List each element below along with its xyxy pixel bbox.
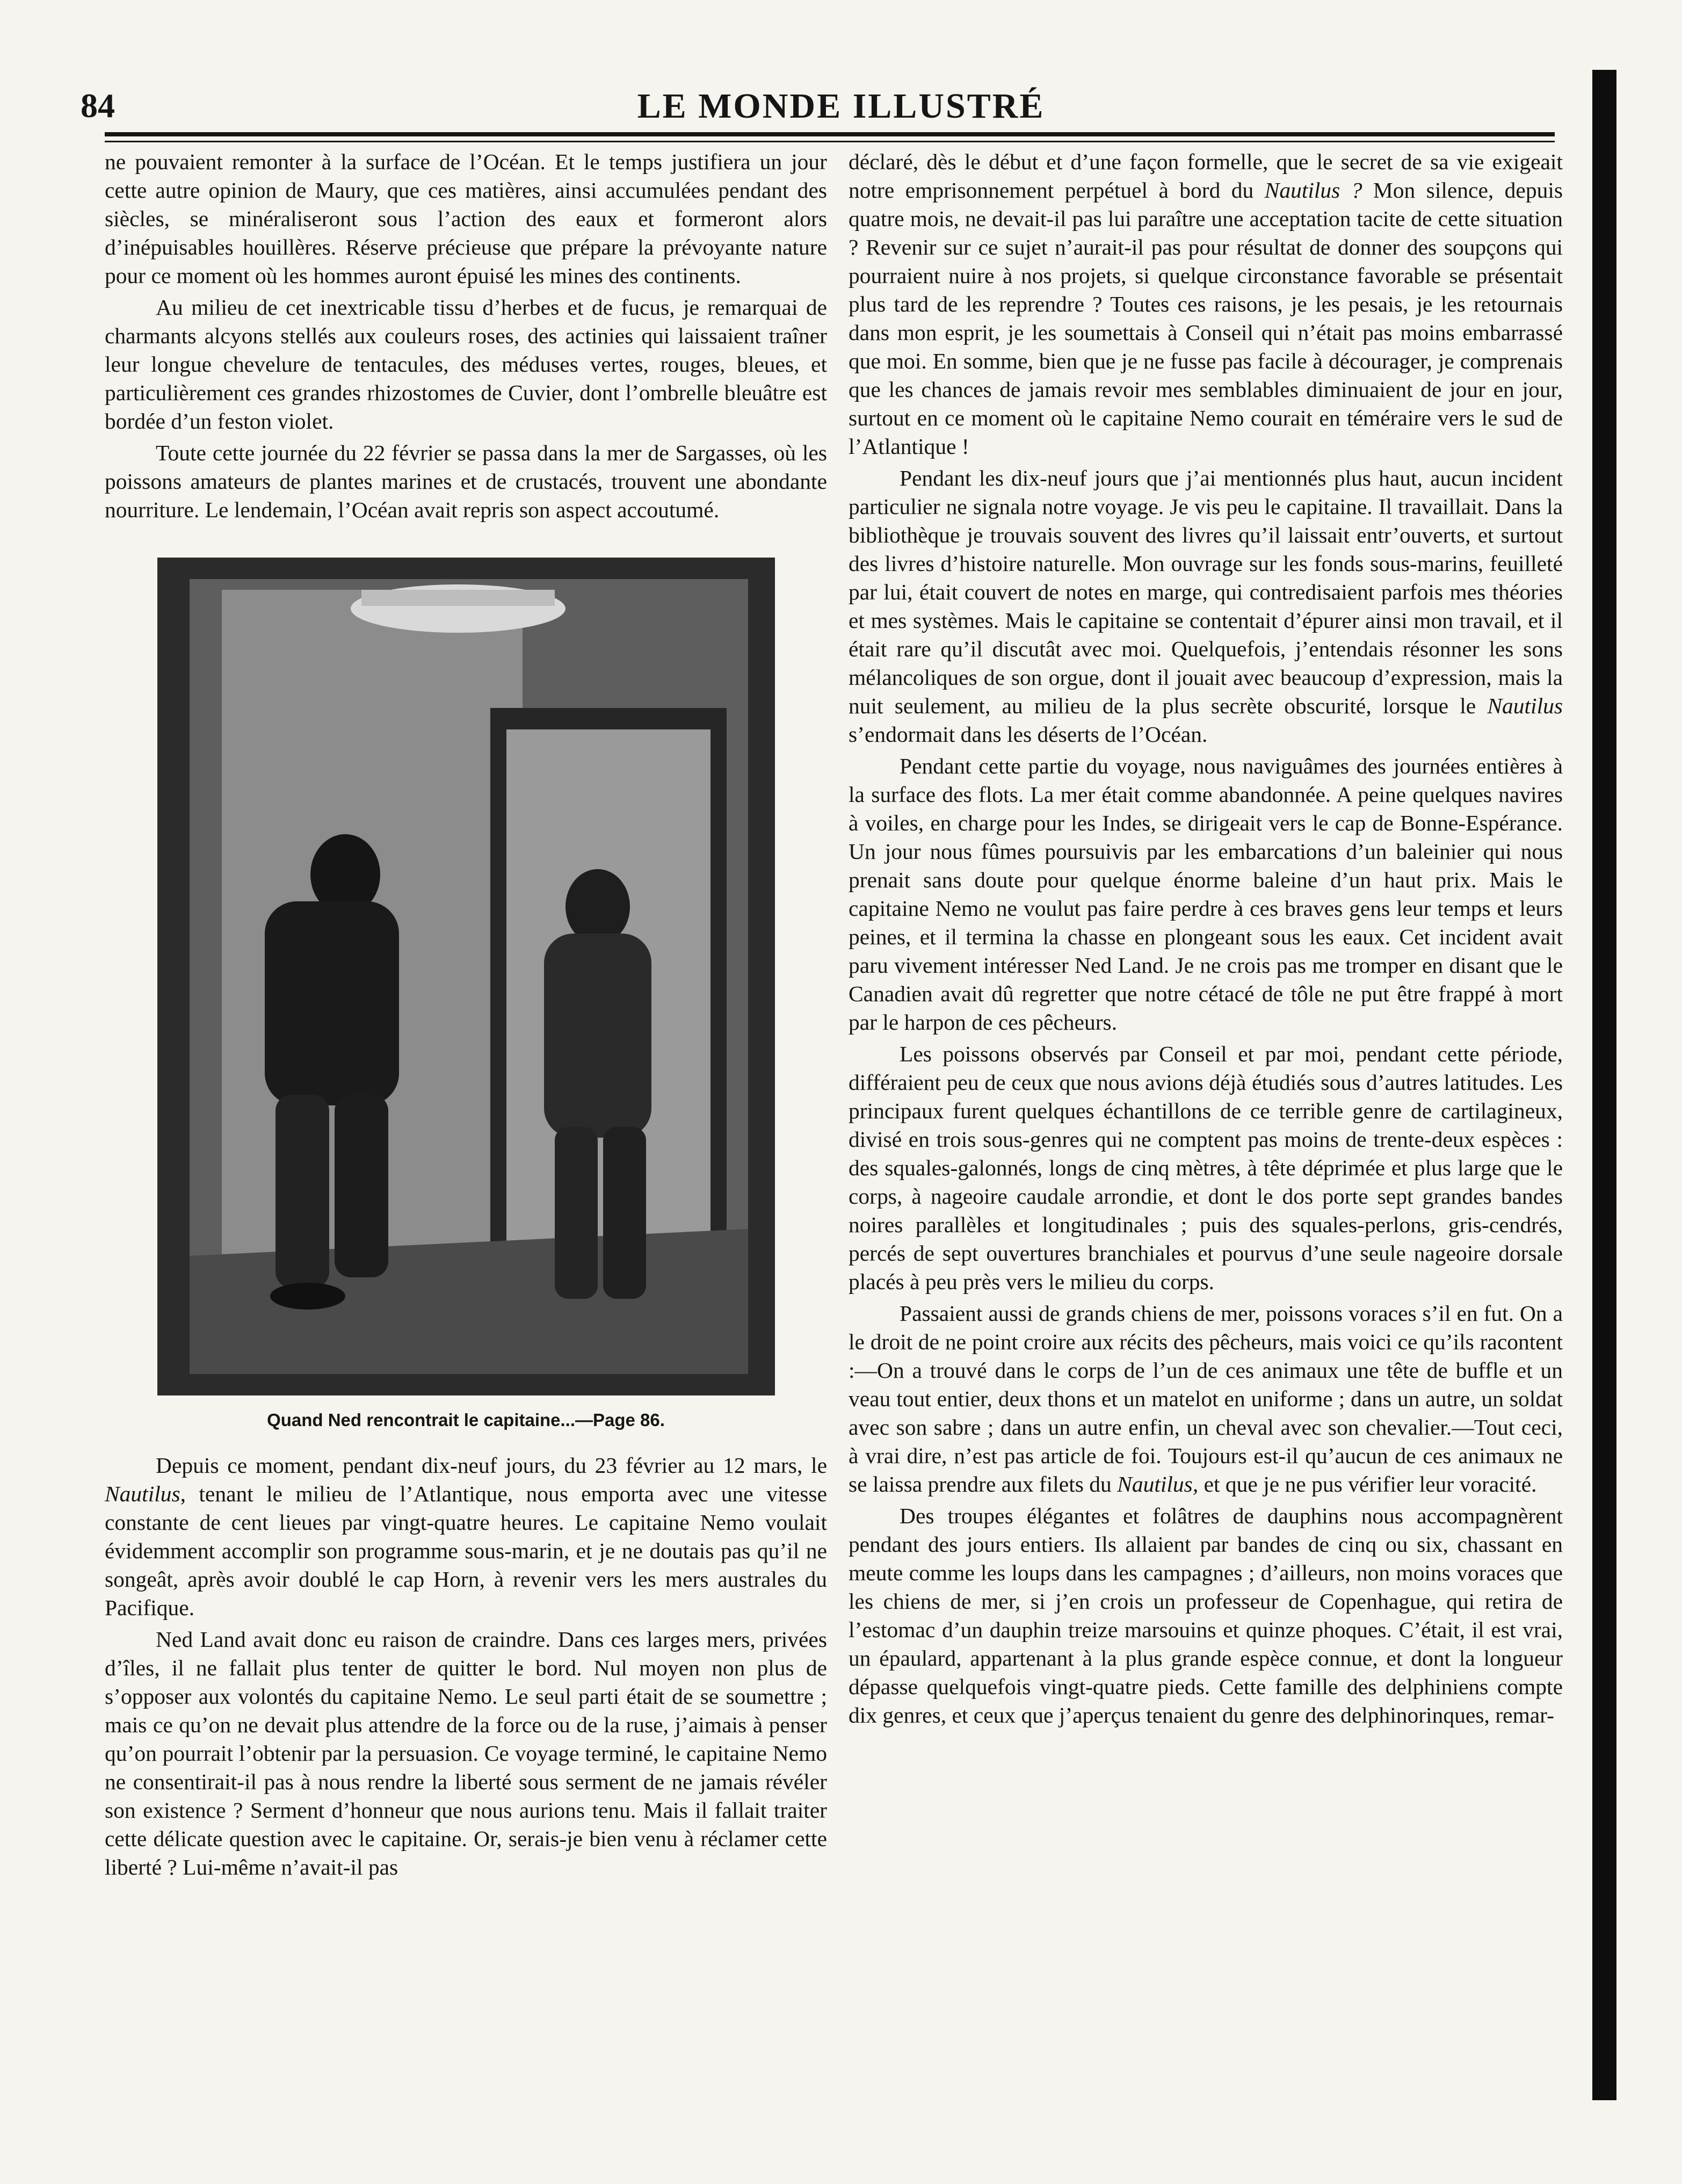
left-paragraph-5: Ned Land avait donc eu raison de craindre. Dans ces larges mers, privées d’îles, il ne fallait plus tenter de quitter le bord. Nul moyen non plus de s’opposer aux volontés du capitaine Nemo. Le seul parti était de se soumettre ; mais ce qu’on ne devait plus attendre de la force ou de la ruse, j’aimais à penser qu’on pourrait l’obtenir par la persuasion. Ce voyage terminé, le capitaine Nemo ne consentirait-il pas à nous rendre la liberté sous serment de ne jamais révéler son existence ? Serment d’honneur que nous aurions tenu. Mais il fallait traiter cette délicate question avec le capitaine. Or, serais-je bien venu à réclamer cette liberté ? Lui-même n’avait-il pas [105,1627,827,1879]
right-paragraph-2: Pendant les dix-neuf jours que j’ai mentionnés plus haut, aucun incident particulier ne signala notre voyage. Je vis peu le capitaine. Il travaillait. Dans la bibliothèque je trouvais souvent des livres qu’il laissait entr’ouverts, et surtout des livres d’histoire naturelle. Mon ouvrage sur les fonds sous-marins, feuilleté par lui, était couvert de notes en marge, qui contredisaient parfois mes théories et mes systèmes. Mais le capitaine se contentait d’épurer ainsi mon travail, et il était rare qu’il discutât avec moi. Quelquefois, j’entendais résonner les sons mélancoliques de son orgue, dont il jouait avec beaucoup d’expression, mais la nuit seulement, au milieu de la plus secrète obscurité, lorsque le Nautilus s’endormait dans les déserts de l’Océan. [849,466,1563,747]
left-paragraph-1: ne pouvaient remonter à la surface de l’Océan. Et le temps justifiera un jour cette autre opinion de Maury, que ces matières, ainsi accumulées pendant des siècles, se minéraliseront sous l’action des eaux et formeront alors d’inépuisables houillères. Réserve précieuse que prépare la prévoyante nature pour ce moment où les hommes auront épuisé les mines des continents. [105,149,827,288]
engraving-svg [157,558,775,1395]
right-paragraph-1: déclaré, dès le début et d’une façon formelle, que le secret de sa vie exigeait notre emprisonnement perpétuel à bord du Nautilus ? Mon silence, depuis quatre mois, ne devait-il pas lui paraître une acceptation tacite de cette situation ? Revenir sur ce sujet n’aurait-il pas pour résultat de donner des soupçons qui pourraient nuire à nos projets, si quelque circonstance favorable se présentait plus tard de les reprendre ? Toutes ces raisons, je les pesais, je les retournais dans mon esprit, je les soumettais à Conseil qui n’était pas moins embarrassé que moi. En somme, bien que je ne fusse pas facile à décourager, je comprenais que les chances de jamais revoir mes semblables diminuaient de jour en jour, surtout en ce moment où le capitaine Nemo courait en téméraire vers le sud de l’Atlantique ! [849,149,1563,459]
illustration-caption: Quand Ned rencontrait le capitaine...—Page 86. [267,1410,665,1430]
nautilus-italic: Nautilus ? [1264,178,1362,203]
left-column [105,148,827,1885]
header-rule-thick [105,132,1555,136]
scan-edge-bar [1592,70,1616,2100]
right-column [849,148,1563,1733]
right-paragraph-4: Les poissons observés par Conseil et par moi, pendant cette période, différaient peu de ceux que nous avions déjà étudiés sous d’autres latitudes. Les principaux furent quelques échantillons de ce terrible genre de cartilagineux, divisé en trois sous-genres qui ne comptent pas moins de trente-deux espèces : des squales-galonnés, longs de cinq mètres, à tête déprimée et plus large que le corps, à nageoire caudale arrondie, et dont le dos porte sept grandes bandes noires parallèles et longitudinales ; puis des squales-perlons, gris-cendrés, percés de sept ouvertures branchiales et pourvus d’une seule nageoire dorsale placés à peu près vers le milieu du corps. [849,1042,1563,1294]
right-paragraph-3: Pendant cette partie du voyage, nous naviguâmes des journées entières à la surface des flots. La mer était comme abandonnée. A peine quelques navires à voiles, en charge pour les Indes, se dirigeait vers le cap de Bonne-Espérance. Un jour nous fûmes poursuivis par les embarcations d’un baleinier qui nous prenait sans doute pour quelque énorme baleine d’un haut prix. Mais le capitaine Nemo ne voulut pas faire perdre à ces braves gens leur temps et leurs peines, et il termina la chasse en plongeant sous les eaux. Cet incident avait paru vivement intéresser Ned Land. Je ne crois pas me tromper en disant que le Canadien avait dû regretter que notre cétacé de tôle ne put être frappé à mort par le harpon de ces pêcheurs. [849,754,1563,1035]
right-paragraph-6: Des troupes élégantes et folâtres de dauphins nous accompagnèrent pendant des jours entiers. Ils allaient par bandes de cinq ou six, chassant en meute comme les loups dans les campagnes ; d’ailleurs, non moins voraces que les chiens de mer, si j’en crois un professeur de Copenhague, qui retira de l’estomac d’un dauphin treize marsouins et quinze phoques. C’était, il est vrai, un épaulard, appartenant à la plus grande espèce connue, et dont la longueur dépasse quelquefois vingt-quatre pieds. Cette famille des delphiniens compte dix genres, et ceux que j’aperçus tenaient du genre des delphinorinques, remar- [849,1503,1563,1727]
header-rule-thin [105,141,1555,142]
nautilus-italic: Nautilus [105,1481,180,1506]
left-paragraph-4: Depuis ce moment, pendant dix-neuf jours, du 23 février au 12 mars, le Nautilus, tenant le milieu de l’Atlantique, nous emporta avec une vitesse constante de cent lieues par vingt-quatre heures. Le capitaine Nemo voulait évidemment accomplir son programme sous-marin, et je ne doutais pas qu’il ne songeât, après avoir doublé le cap Horn, à revenir vers les mers australes du Pacifique. [105,1453,827,1620]
masthead-title: LE MONDE ILLUSTRÉ [637,86,1045,126]
nautilus-italic: Nautilus [1487,693,1563,718]
left-paragraph-2: Au milieu de cet inextricable tissu d’herbes et de fucus, je remarquai de charmants alcyons stellés aux couleurs roses, des actinies qui laissaient traîner leur longue chevelure de tentacules, des méduses vertes, rouges, bleues, et particulièrement ces grandes rhizostomes de Cuvier, dont l’ombrelle bleuâtre est bordée d’un feston violet. [105,295,827,433]
engraving-illustration [157,558,775,1395]
right-paragraph-5: Passaient aussi de grands chiens de mer, poissons voraces s’il en fut. On a le droit de ne point croire aux récits des pêcheurs, mais voici ce qu’ils racontent :—On a trouvé dans le corps de l’un de ces animaux une tête de buffle et un veau tout entier, deux thons et un matelot en uniforme ; dans un autre, un soldat avec son sabre ; dans un autre enfin, un cheval avec son chevalier.—Tout ceci, à vrai dire, n’est pas article de foi. Toujours est-il qu’aucun de ces animaux ne se laissa prendre aux filets du Nautilus, et que je ne pus vérifier leur voracité. [849,1301,1563,1496]
page-number: 84 [81,86,115,125]
nautilus-italic: Nautilus, [1117,1472,1199,1496]
left-paragraph-3: Toute cette journée du 22 février se passa dans la mer de Sargasses, où les poissons amateurs de plantes marines et de crustacés, trouvent une abondante nourriture. Le lendemain, l’Océan avait repris son aspect accoutumé. [105,440,827,522]
